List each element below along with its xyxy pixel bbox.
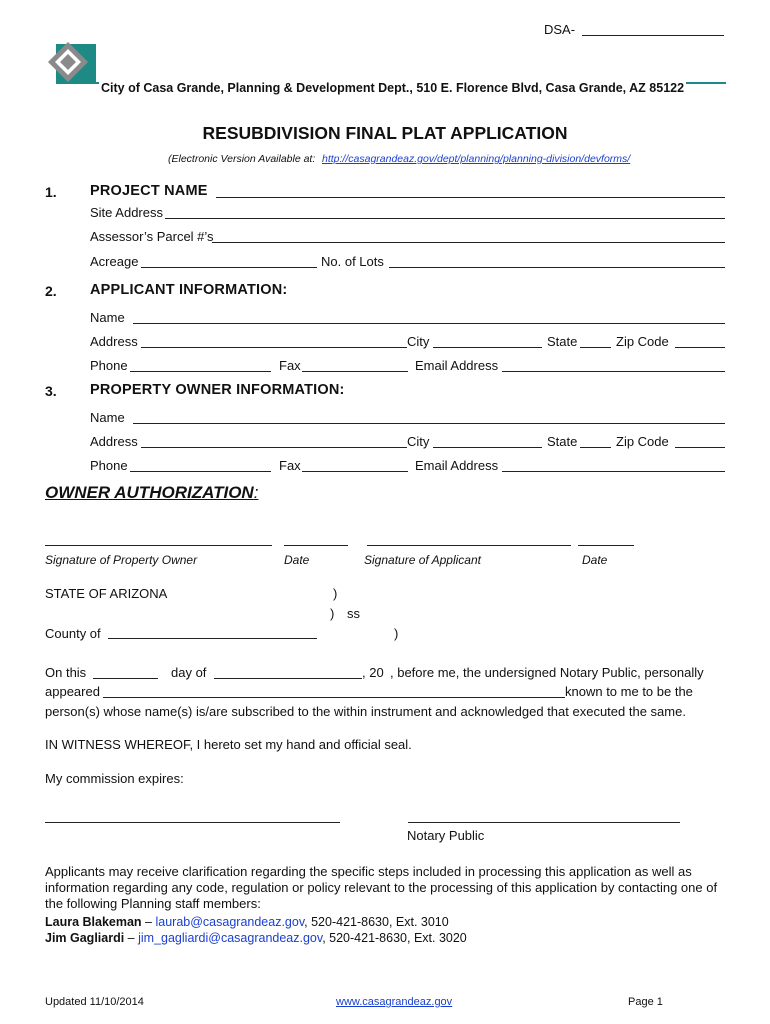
applicant-zip-label: Zip Code — [616, 334, 669, 349]
owner-authorization-text: OWNER AUTHORIZATION — [45, 483, 254, 502]
lots-label: No. of Lots — [321, 254, 384, 269]
applicant-fax-label: Fax — [279, 358, 301, 373]
contact-jim-dash: – — [124, 931, 139, 945]
applicant-heading: APPLICANT INFORMATION: — [90, 282, 288, 298]
owner-date-field[interactable] — [284, 545, 348, 546]
contact-laura-dash: – — [141, 915, 156, 929]
owner-signature-label: Signature of Property Owner — [45, 553, 198, 567]
applicant-state-label: State — [547, 334, 578, 349]
applicant-fax-field[interactable] — [302, 371, 408, 372]
owner-zip-field[interactable] — [675, 447, 725, 448]
applicant-zip-field[interactable] — [675, 347, 725, 348]
parcel-field[interactable] — [212, 242, 725, 243]
acreage-field[interactable] — [141, 267, 317, 268]
footer-website-link[interactable]: www.casagrandeaz.gov — [336, 996, 453, 1008]
electronic-version-link[interactable]: http://casagrandeaz.gov/dept/planning/planning-division/devforms/ — [322, 153, 631, 165]
section-1-number: 1. — [45, 184, 57, 200]
appeared-label: appeared — [45, 684, 100, 699]
applicant-signature-field[interactable] — [367, 545, 571, 546]
county-field[interactable] — [108, 638, 317, 639]
contact-laura-email[interactable]: laurab@casagrandeaz.gov — [155, 915, 305, 929]
owner-fax-field[interactable] — [302, 471, 408, 472]
applicant-phone-field[interactable] — [130, 371, 271, 372]
owner-signature-field[interactable] — [45, 545, 272, 546]
acreage-label: Acreage — [90, 254, 139, 269]
owner-zip-label: Zip Code — [616, 434, 669, 449]
persons-text: person(s) whose name(s) is/are subscribed to the within instrument and acknowledged that executed the same. — [45, 704, 686, 719]
owner-fax-label: Fax — [279, 458, 301, 473]
on-this-label: On this — [45, 665, 87, 680]
commission-expires-field[interactable] — [45, 822, 340, 823]
applicant-phone-label: Phone — [90, 358, 128, 373]
applicant-date-field[interactable] — [578, 545, 634, 546]
dsa-field[interactable] — [582, 35, 724, 36]
notary-paren-3: ) — [394, 626, 399, 641]
site-address-field[interactable] — [165, 218, 725, 219]
owner-state-field[interactable] — [580, 447, 611, 448]
witness-text: IN WITNESS WHEREOF, I hereto set my hand and official seal. — [45, 737, 412, 752]
owner-name-field[interactable] — [133, 423, 725, 424]
contact-jim-email[interactable]: jim_gagliardi@casagrandeaz.gov — [138, 931, 323, 945]
owner-date-label: Date — [284, 553, 310, 567]
contact-jim-phone: , 520-421-8630, Ext. 3020 — [322, 931, 467, 945]
notary-paren-2: ) — [330, 606, 335, 621]
county-label: County of — [45, 626, 101, 641]
applicant-signature-label: Signature of Applicant — [364, 553, 481, 567]
applicant-date-label: Date — [582, 553, 608, 567]
owner-email-field[interactable] — [502, 471, 725, 472]
logo-emblem-icon — [44, 38, 102, 96]
contact-laura — [45, 915, 449, 929]
section-3-number: 3. — [45, 383, 57, 399]
electronic-note: (Electronic Version Available at: — [168, 153, 316, 165]
applicant-address-label: Address — [90, 334, 138, 349]
appeared-field[interactable] — [103, 697, 565, 698]
owner-heading: PROPERTY OWNER INFORMATION: — [90, 382, 345, 398]
year-prefix: , 20 — [362, 665, 384, 680]
notary-public-label: Notary Public — [407, 828, 485, 843]
applicant-name-field[interactable] — [133, 323, 725, 324]
notary-signature-field[interactable] — [408, 822, 680, 823]
owner-authorization-colon: : — [253, 483, 259, 502]
day-of-field[interactable] — [214, 678, 362, 679]
owner-city-label: City — [407, 434, 430, 449]
department-address: City of Casa Grande, Planning & Development Dept., 510 E. Florence Blvd, Casa Grande, AZ 85122 — [101, 81, 685, 95]
contact-intro-line-1: Applicants may receive clarification regarding the specific steps included in processing this application as well as — [45, 864, 692, 879]
applicant-city-field[interactable] — [433, 347, 542, 348]
project-name-field[interactable] — [216, 197, 725, 198]
notary-paren-1: ) — [333, 586, 338, 601]
on-this-field[interactable] — [93, 678, 158, 679]
dsa-label: DSA- — [544, 22, 576, 37]
applicant-address-field[interactable] — [141, 347, 407, 348]
owner-name-label: Name — [90, 410, 125, 425]
owner-phone-label: Phone — [90, 458, 128, 473]
applicant-email-field[interactable] — [502, 371, 725, 372]
site-address-label: Site Address — [90, 205, 163, 220]
owner-state-label: State — [547, 434, 578, 449]
footer-updated: Updated 11/10/2014 — [45, 996, 144, 1008]
contact-jim — [45, 931, 467, 945]
applicant-city-label: City — [407, 334, 430, 349]
contact-laura-phone: , 520-421-8630, Ext. 3010 — [304, 915, 449, 929]
applicant-state-field[interactable] — [580, 347, 611, 348]
applicant-email-label: Email Address — [415, 358, 499, 373]
footer-page-number: Page 1 — [628, 996, 663, 1008]
contact-laura-name: Laura Blakeman — [45, 915, 142, 929]
contact-intro-line-3: the following Planning staff members: — [45, 896, 261, 911]
state-of-arizona: STATE OF ARIZONA — [45, 586, 168, 601]
owner-email-label: Email Address — [415, 458, 499, 473]
section-2-number: 2. — [45, 283, 57, 299]
project-name-heading: PROJECT NAME — [90, 183, 208, 199]
notary-ss: ss — [347, 606, 360, 621]
before-me-text: , before me, the undersigned Notary Public, personally — [390, 665, 704, 680]
parcel-label: Assessor’s Parcel #’s — [90, 229, 214, 244]
owner-address-label: Address — [90, 434, 138, 449]
owner-address-field[interactable] — [141, 447, 407, 448]
form-title: RESUBDIVISION FINAL PLAT APPLICATION — [202, 123, 568, 143]
lots-field[interactable] — [389, 267, 725, 268]
owner-authorization-heading — [45, 483, 258, 503]
day-of-label: day of — [171, 665, 207, 680]
applicant-name-label: Name — [90, 310, 125, 325]
owner-city-field[interactable] — [433, 447, 542, 448]
contact-jim-name: Jim Gagliardi — [45, 931, 125, 945]
commission-label: My commission expires: — [45, 771, 184, 786]
city-logo — [44, 38, 102, 96]
known-text: known to me to be the — [565, 684, 693, 699]
owner-phone-field[interactable] — [130, 471, 271, 472]
contact-intro-line-2: information regarding any code, regulation or policy relevant to the processing of this application by contacting one of — [45, 880, 718, 895]
